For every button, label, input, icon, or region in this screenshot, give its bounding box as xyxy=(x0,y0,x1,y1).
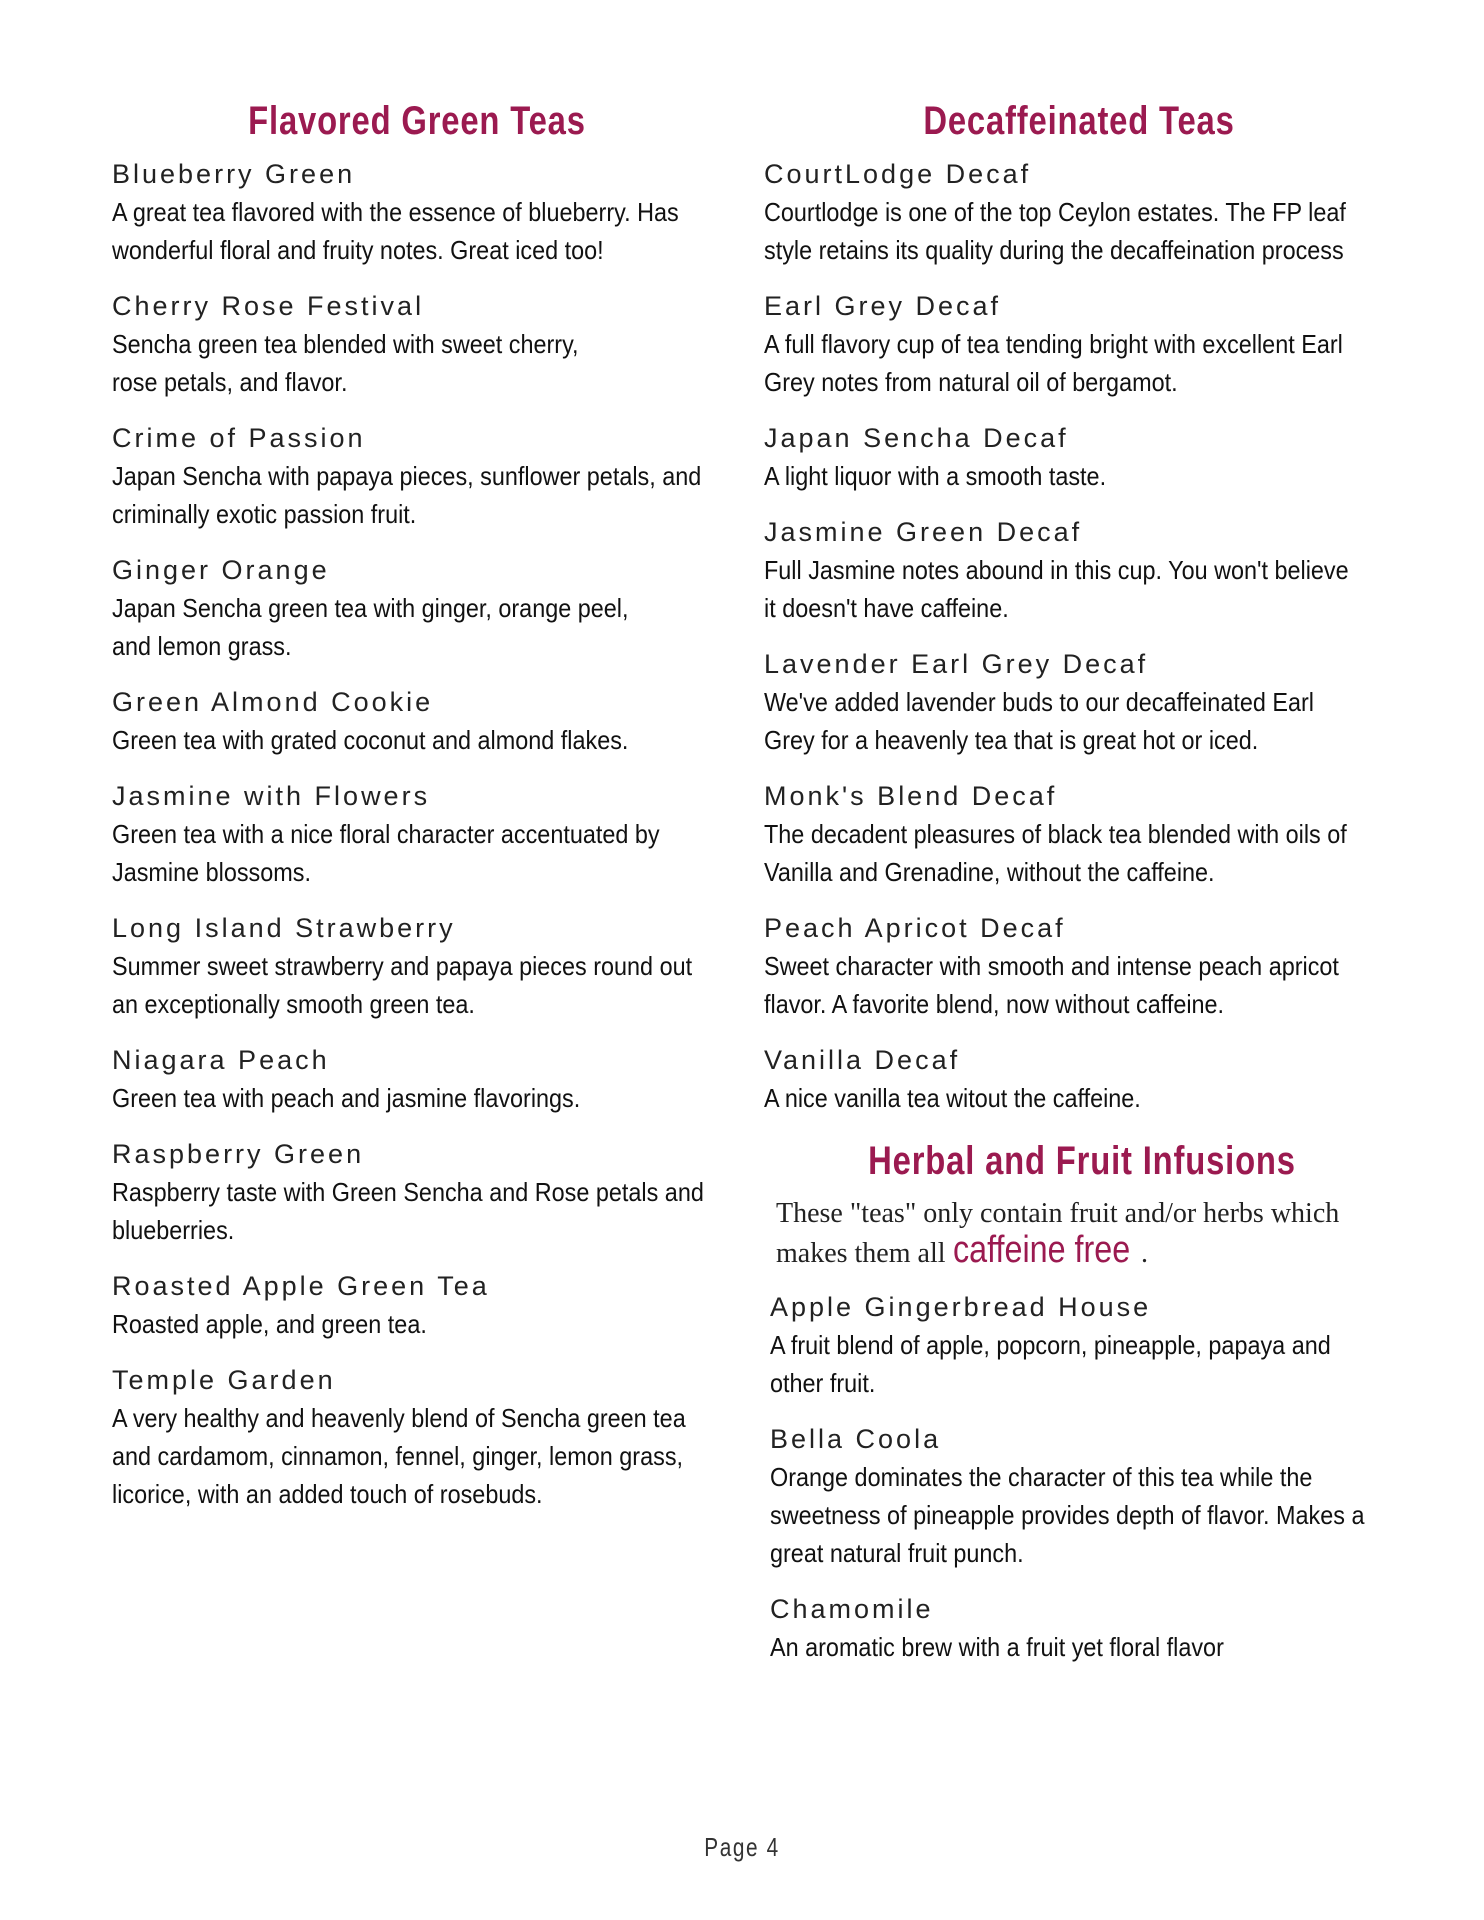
left-column xyxy=(112,95,722,1531)
tea-item xyxy=(770,1590,1394,1666)
tea-name: Monk's Blend Decaf xyxy=(764,781,1058,811)
tea-item xyxy=(770,1288,1394,1402)
tea-description-line: The decadent pleasures of black tea blended with oils of xyxy=(764,819,1347,849)
tea-description-line: great natural fruit punch. xyxy=(770,1538,1024,1568)
tea-name: Lavender Earl Grey Decaf xyxy=(764,649,1149,679)
tea-name: Raspberry Green xyxy=(112,1139,365,1169)
tea-name: Niagara Peach xyxy=(112,1045,330,1075)
tea-item xyxy=(112,1041,722,1117)
tea-description-line: Orange dominates the character of this tea while the xyxy=(770,1462,1313,1492)
tea-name: Jasmine with Flowers xyxy=(112,781,431,811)
tea-description-line: wonderful floral and fruity notes. Great iced too! xyxy=(112,235,604,265)
herbal-list xyxy=(770,1288,1394,1666)
section-title-herbal: Herbal and Fruit Infusions xyxy=(868,1139,1296,1183)
tea-item xyxy=(764,645,1394,759)
tea-description-line: Courtlodge is one of the top Ceylon estates. The FP leaf xyxy=(764,197,1346,227)
tea-item xyxy=(112,777,722,891)
tea-description-line: Summer sweet strawberry and papaya pieces round out xyxy=(112,951,693,981)
tea-item xyxy=(112,1361,722,1513)
tea-name: Long Island Strawberry xyxy=(112,913,456,943)
tea-item xyxy=(764,419,1394,495)
tea-name: Apple Gingerbread House xyxy=(770,1292,1152,1322)
herbal-section xyxy=(770,1135,1394,1666)
tea-description-line: Grey notes from natural oil of bergamot. xyxy=(764,367,1178,397)
tea-item xyxy=(112,287,722,401)
tea-description-line: An aromatic brew with a fruit yet floral flavor xyxy=(770,1632,1224,1662)
tea-name: Blueberry Green xyxy=(112,159,356,189)
tea-item xyxy=(112,683,722,759)
tea-description-line: Jasmine blossoms. xyxy=(112,857,311,887)
tea-description-line: it doesn't have caffeine. xyxy=(764,593,1009,623)
herbal-intro-period: . xyxy=(1140,1238,1148,1269)
flavored-green-list xyxy=(112,155,722,1513)
tea-name: Jasmine Green Decaf xyxy=(764,517,1083,547)
tea-description-line: Sweet character with smooth and intense peach apricot xyxy=(764,951,1339,981)
tea-item xyxy=(112,909,722,1023)
tea-item xyxy=(112,419,722,533)
caffeine-free-highlight: caffeine free xyxy=(952,1229,1130,1271)
herbal-intro xyxy=(776,1195,1394,1272)
tea-description-line: Japan Sencha green tea with ginger, orange peel, xyxy=(112,593,629,623)
tea-description-line: A very healthy and heavenly blend of Sencha green tea xyxy=(112,1403,686,1433)
tea-description-line: Japan Sencha with papaya pieces, sunflower petals, and xyxy=(112,461,702,491)
tea-name: Bella Coola xyxy=(770,1424,942,1454)
tea-description-line: A full flavory cup of tea tending bright with excellent Earl xyxy=(764,329,1343,359)
page-number: Page 4 xyxy=(704,1832,780,1862)
tea-description-line: A light liquor with a smooth taste. xyxy=(764,461,1107,491)
tea-item xyxy=(764,909,1394,1023)
tea-item xyxy=(112,1135,722,1249)
tea-description-line: Raspberry taste with Green Sencha and Rose petals and xyxy=(112,1177,704,1207)
tea-description-line: A fruit blend of apple, popcorn, pineapple, papaya and xyxy=(770,1330,1331,1360)
tea-name: Temple Garden xyxy=(112,1365,336,1395)
tea-item xyxy=(764,287,1394,401)
tea-description-line: sweetness of pineapple provides depth of flavor. Makes a xyxy=(770,1500,1365,1530)
tea-description-line: blueberries. xyxy=(112,1215,235,1245)
tea-description-line: Green tea with grated coconut and almond flakes. xyxy=(112,725,629,755)
tea-name: Earl Grey Decaf xyxy=(764,291,1002,321)
tea-name: Chamomile xyxy=(770,1594,934,1624)
section-title-decaf: Decaffeinated Teas xyxy=(923,99,1235,143)
tea-description-line: A nice vanilla tea witout the caffeine. xyxy=(764,1083,1141,1113)
section-title-flavored-green: Flavored Green Teas xyxy=(248,99,586,143)
tea-item xyxy=(112,551,722,665)
tea-description-line: licorice, with an added touch of rosebuds. xyxy=(112,1479,543,1509)
tea-description-line: style retains its quality during the decaffeination process xyxy=(764,235,1344,265)
tea-description-line: We've added lavender buds to our decaffeinated Earl xyxy=(764,687,1314,717)
tea-name: Vanilla Decaf xyxy=(764,1045,961,1075)
tea-name: CourtLodge Decaf xyxy=(764,159,1032,189)
tea-name: Cherry Rose Festival xyxy=(112,291,425,321)
tea-description-line: an exceptionally smooth green tea. xyxy=(112,989,475,1019)
tea-description-line: Vanilla and Grenadine, without the caffeine. xyxy=(764,857,1215,887)
tea-description-line: and cardamom, cinnamon, fennel, ginger, lemon grass, xyxy=(112,1441,684,1471)
tea-description-line: A great tea flavored with the essence of blueberry. Has xyxy=(112,197,679,227)
tea-item xyxy=(770,1420,1394,1572)
tea-description-line: Full Jasmine notes abound in this cup. You won't believe xyxy=(764,555,1349,585)
tea-description-line: and lemon grass. xyxy=(112,631,292,661)
tea-item xyxy=(764,155,1394,269)
tea-item xyxy=(764,513,1394,627)
tea-description-line: other fruit. xyxy=(770,1368,876,1398)
herbal-intro-line2: makes them all xyxy=(776,1238,953,1269)
tea-description-line: Green tea with a nice floral character accentuated by xyxy=(112,819,660,849)
tea-item xyxy=(764,1041,1394,1117)
tea-item xyxy=(764,777,1394,891)
tea-description-line: Green tea with peach and jasmine flavorings. xyxy=(112,1083,581,1113)
tea-description-line: flavor. A favorite blend, now without caffeine. xyxy=(764,989,1225,1019)
decaf-list xyxy=(764,155,1394,1117)
tea-item xyxy=(112,1267,722,1343)
tea-description-line: Sencha green tea blended with sweet cherry, xyxy=(112,329,579,359)
tea-name: Green Almond Cookie xyxy=(112,687,434,717)
tea-description-line: Grey for a heavenly tea that is great hot or iced. xyxy=(764,725,1259,755)
tea-description-line: rose petals, and flavor. xyxy=(112,367,348,397)
tea-name: Japan Sencha Decaf xyxy=(764,423,1069,453)
tea-description-line: Roasted apple, and green tea. xyxy=(112,1309,427,1339)
tea-description-line: criminally exotic passion fruit. xyxy=(112,499,417,529)
tea-name: Crime of Passion xyxy=(112,423,366,453)
right-column xyxy=(764,95,1394,1684)
herbal-intro-line1: These "teas" only contain fruit and/or herbs which xyxy=(776,1198,1340,1229)
tea-name: Roasted Apple Green Tea xyxy=(112,1271,490,1301)
tea-name: Peach Apricot Decaf xyxy=(764,913,1066,943)
tea-name: Ginger Orange xyxy=(112,555,330,585)
tea-item xyxy=(112,155,722,269)
